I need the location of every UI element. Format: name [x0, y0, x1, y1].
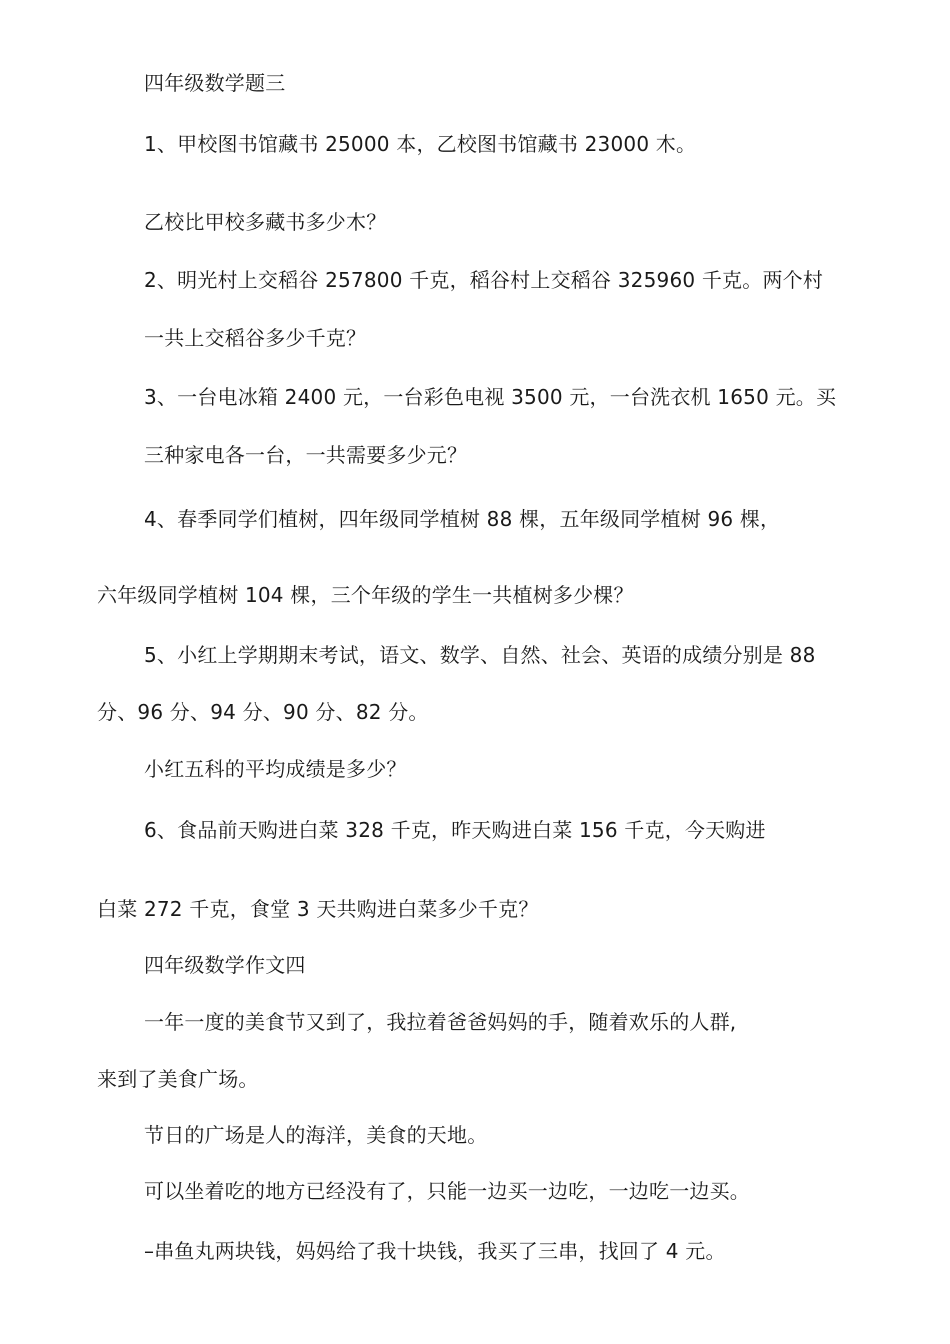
problem-1-line-1: 1、甲校图书馆藏书 25000 本，乙校图书馆藏书 23000 木。 — [144, 132, 697, 156]
problem-6-line-2: 白菜 272 千克，食堂 3 天共购进白菜多少千克？ — [97, 897, 539, 921]
section-title-4: 四年级数学作文四 — [144, 953, 306, 977]
problem-3-line-2: 三种家电各一台，一共需要多少元？ — [144, 443, 468, 467]
essay-paragraph-3: 可以坐着吃的地方已经没有了，只能一边买一边吃，一边吃一边买。 — [144, 1179, 750, 1203]
essay-paragraph-1-line-1: 一年一度的美食节又到了，我拉着爸爸妈妈的手，随着欢乐的人群, — [144, 1010, 737, 1034]
problem-6-line-1: 6、食品前天购进白菜 328 千克，昨天购进白菜 156 千克，今天购进 — [144, 818, 766, 842]
essay-paragraph-4: –串鱼丸两块钱，妈妈给了我十块钱，我买了三串，找回了 4 元。 — [144, 1239, 726, 1263]
problem-5-line-3: 小红五科的平均成绩是多少？ — [144, 757, 407, 781]
problem-3-line-1: 3、一台电冰箱 2400 元，一台彩色电视 3500 元，一台洗衣机 1650 元。买 — [144, 385, 837, 409]
problem-2-line-2: 一共上交稻谷多少千克？ — [144, 326, 367, 350]
essay-paragraph-1-line-2: 来到了美食广场。 — [97, 1067, 259, 1091]
section-title-3: 四年级数学题三 — [144, 71, 286, 95]
problem-1-line-2: 乙校比甲校多藏书多少木？ — [144, 210, 387, 234]
problem-5-line-1: 5、小红上学期期末考试，语文、数学、自然、社会、英语的成绩分别是 88 — [144, 643, 816, 667]
problem-2-line-1: 2、明光村上交稻谷 257800 千克，稻谷村上交稻谷 325960 千克。两个村 — [144, 268, 824, 292]
problem-5-line-2: 分、96 分、94 分、90 分、82 分。 — [97, 700, 429, 724]
problem-4-line-1: 4、春季同学们植树，四年级同学植树 88 棵，五年级同学植树 96 棵， — [144, 507, 781, 531]
problem-4-line-2: 六年级同学植树 104 棵，三个年级的学生一共植树多少棵？ — [97, 583, 634, 607]
essay-paragraph-2: 节日的广场是人的海洋，美食的天地。 — [144, 1123, 488, 1147]
